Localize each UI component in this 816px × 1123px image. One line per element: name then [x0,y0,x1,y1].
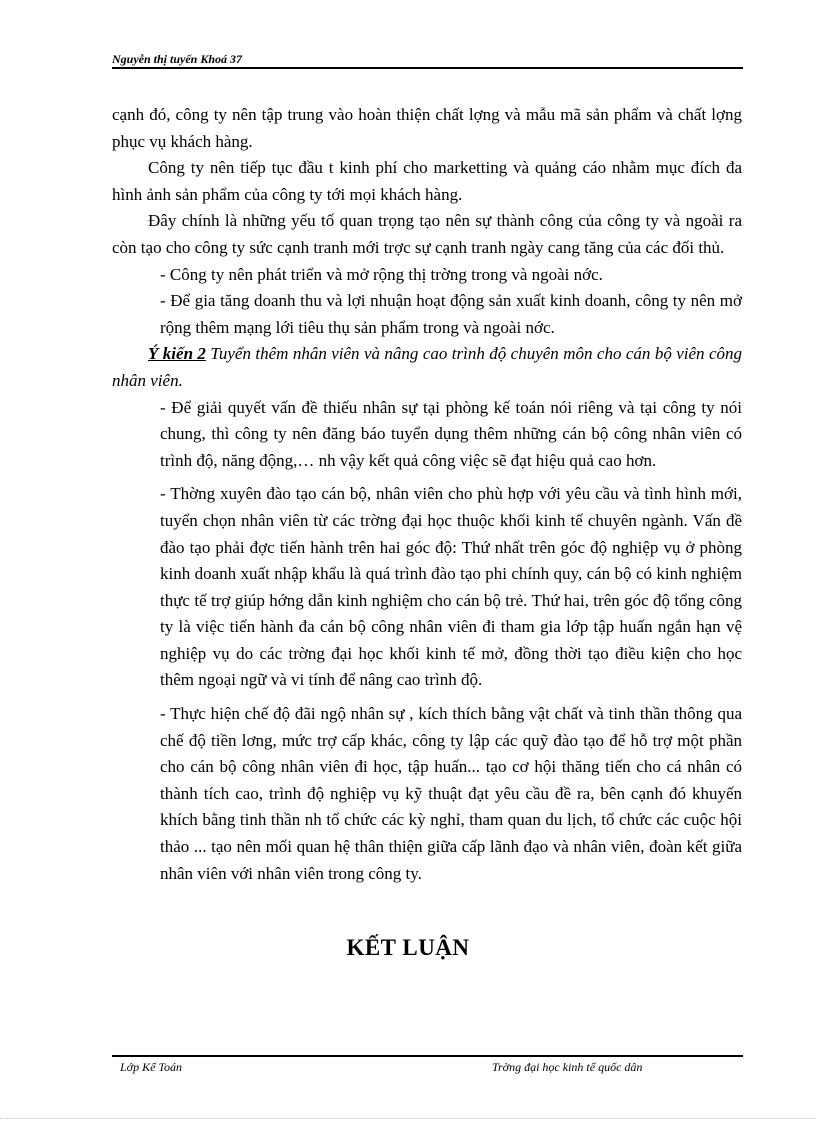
footer-right-text: Trờng đại học kinh tế quốc dân [492,1060,643,1074]
opinion-heading [112,341,742,394]
opinion-label: Ý kiến 2 [148,344,206,364]
paragraph: Công ty nên tiếp tục đầu t kinh phí cho marketting và quảng cáo nhằm mục đích đa hình ảnh sản phẩm của công ty tới mọi khách hàng. [112,158,742,204]
bullet-paragraph: - Để gia tăng doanh thu và lợi nhuận hoạt động sản xuất kinh doanh, công ty nên mở rộng thêm mạng lới tiêu thụ sản phẩm trong và ngoài nớc. [160,291,742,337]
bullet-paragraph: - Để giải quyết vấn đề thiếu nhân sự tại phòng kế toán nói riêng và tại công ty nói chung, thì công ty nên đăng báo tuyển dụng thêm những cán bộ công nhân viên có trình độ, năng động,… nh vậy kết quả công việc sẽ đạt hiệu quả cao hơn. [160,397,742,470]
section-heading: KẾT LUẬN [346,935,470,960]
paragraph: cạnh đó, công ty nên tập trung vào hoàn thiện chất lợng và mẫu mã sản phẩm và chất lợng phục vụ khách hàng. [112,105,742,151]
bullet-paragraph: - Thờng xuyên đào tạo cán bộ, nhân viên cho phù hợp với yêu cầu và tình hình mới, tuyển chọn nhân viên từ các trờng đại học thuộc khối kinh tế chuyên ngành. Vấn đề đào tạo phải đợc tiến hành trên hai góc độ: Thứ nhất trên góc độ nghiệp vụ ở phòng kinh doanh xuất nhập khẩu là quá trình đào tạo phi chính quy, cán bộ có kinh nghiệm thực tế trợ giúp hớng dẫn kinh nghiệm cho cán bộ trẻ. Thứ hai, trên góc độ tổng công ty là việc tiến hành đa cán bộ công nhân viên đi tham gia lớp tập huấn ngắn hạn vệ nghiệp vụ do các trờng đại học khối kinh tế mở, đồng thời tạo điều kiện cho học thêm ngoại ngữ và vi tính để nâng cao trình độ. [160,484,742,690]
bullet-paragraph: - Thực hiện chế độ đãi ngộ nhân sự , kích thích bằng vật chất và tinh thần thông qua chế độ tiền lơng, mức trợ cấp khác, công ty lập các quỹ đào tạo để hỗ trợ một phần cho cán bộ công nhân viên đi học, tập huấn... tạo cơ hội thăng tiến cho cá nhân có thành tích cao, trình độ nghiệp vụ kỹ thuật đạt yêu cầu đề ra, bên cạnh đó khuyến khích bằng tinh thần nh tổ chức các kỳ nghỉ, tham quan du lịch, tổ chức các cuộc hội thảo ... tạo nên mối quan hệ thân thiện giữa cấp lãnh đạo và nhân viên, đoàn kết giữa nhân viên với nhân viên trong công ty. [160,704,742,883]
body-text [112,102,742,887]
opinion-text: Tuyển thêm nhân viên và nâng cao trình độ chuyên môn cho cán bộ viên công nhân viên. [112,344,743,390]
footer-left-text: Lớp Kế Toán [120,1060,182,1074]
header-divider [112,67,743,69]
page-header: Nguyễn thị tuyến Khoá 37 [112,52,243,66]
footer-divider [112,1055,743,1057]
paragraph: Đây chính là những yếu tố quan trọng tạo nên sự thành công của công ty và ngoài ra còn tạo cho công ty sức cạnh tranh mới trợc sự cạnh tranh ngày cang tăng của các đối thủ. [112,211,742,257]
page-bottom-dotted-line [0,1118,816,1119]
bullet-paragraph: - Công ty nên phát triển và mở rộng thị trờng trong và ngoài nớc. [160,264,603,284]
